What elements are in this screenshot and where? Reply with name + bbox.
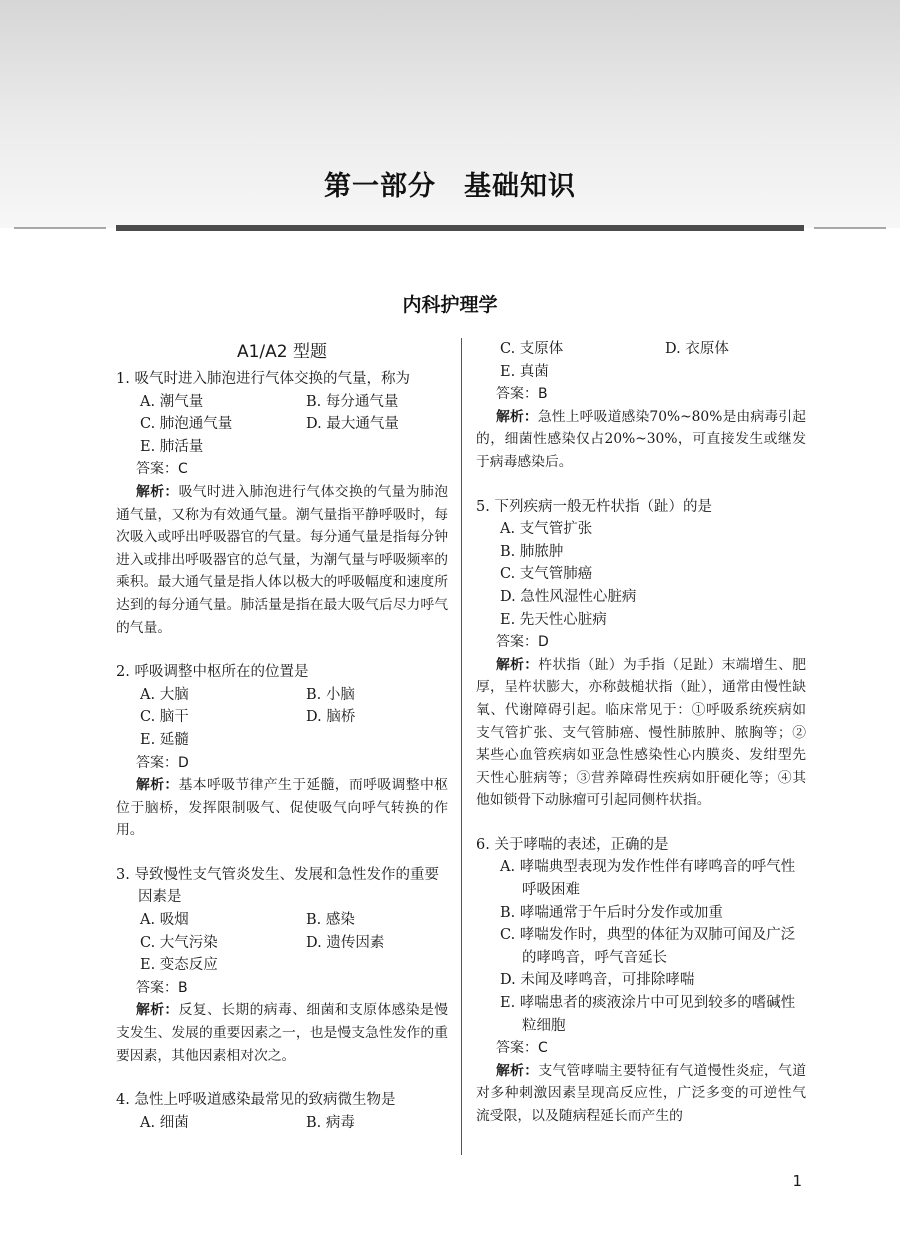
question-stem: 6. 关于哮喘的表述，正确的是 [476, 836, 669, 853]
part-title: 第一部分 基础知识 [324, 171, 576, 202]
explanation [476, 1060, 806, 1128]
option-d: D. 最大通气量 [306, 416, 399, 433]
option-c: C. 肺泡通气量 [140, 416, 233, 433]
explanation [476, 654, 806, 812]
page-number: 1 [792, 1172, 802, 1190]
question-stem: 3. 导致慢性支气管炎发生、发展和急性发作的重要因素是 [116, 866, 439, 906]
option-e: E. 先天性心脏病 [500, 611, 607, 628]
explanation [116, 999, 448, 1067]
option-b: B. 肺脓肿 [500, 543, 564, 560]
answer: 答案：C [136, 461, 188, 478]
option-d: D. 衣原体 [665, 341, 729, 357]
option-d: D. 未闻及哮鸣音，可排除哮喘 [500, 972, 695, 989]
subsection-title: A1/A2 型题 [236, 342, 328, 362]
explanation-label: 解析： [136, 1002, 179, 1019]
option-c: C. 脑干 [140, 709, 189, 726]
header-rule [116, 225, 804, 231]
option-e: E. 延髓 [140, 731, 189, 748]
option-b: B. 病毒 [306, 1114, 355, 1131]
explanation-text: 急性上呼吸道感染70%~80%是由病毒引起的，细菌性感染仅占20%~30%，可直接发生或继发于病毒感染后。 [476, 408, 806, 470]
option-b: B. 哮喘通常于午后时分发作或加重 [500, 904, 723, 921]
option-a: A. 细菌 [140, 1114, 189, 1131]
explanation-label: 解析： [496, 656, 539, 673]
question-stem: 2. 呼吸调整中枢所在的位置是 [116, 664, 309, 681]
answer: 答案：C [496, 1040, 548, 1057]
option-c: C. 支原体 [500, 341, 564, 357]
question-1 [116, 368, 448, 639]
option-e: E. 哮喘患者的痰液涂片中可见到较多的嗜碱性粒细胞 [500, 995, 796, 1034]
option-a: A. 潮气量 [140, 393, 204, 410]
header-rule-right-segment [814, 227, 886, 229]
option-e: E. 真菌 [500, 363, 549, 380]
answer: 答案：B [496, 386, 548, 403]
explanation-text: 吸气时进入肺泡进行气体交换的气量为肺泡通气量，又称为有效通气量。潮气量指平静呼吸时，每次吸入或呼出呼吸器官的气量。每分通气量是指每分钟进入或排出呼吸器官的总气量，为潮气量与呼吸频率的乘积。最大通气量是指人体以极大的呼吸幅度和速度所达到的每分通气量。肺活量是指在最大吸气后尽力呼气的气量。 [116, 483, 449, 636]
explanation-label: 解析： [136, 777, 179, 794]
explanation [116, 774, 448, 842]
question-2 [116, 661, 448, 842]
answer: 答案：D [136, 754, 189, 771]
section-title: 内科护理学 [402, 294, 498, 316]
question-stem: 5. 下列疾病一般无杵状指（趾）的是 [476, 498, 712, 515]
option-e: E. 变态反应 [140, 957, 218, 974]
header-rule-left-segment [14, 227, 106, 229]
question-5 [476, 496, 806, 812]
explanation [116, 481, 448, 639]
option-b: B. 感染 [306, 912, 355, 929]
answer: 答案：D [496, 634, 549, 651]
option-d: D. 脑桥 [306, 709, 356, 726]
option-c: C. 大气污染 [140, 934, 218, 951]
option-e: E. 肺活量 [140, 438, 204, 455]
option-d: D. 遗传因素 [306, 934, 385, 951]
question-4-continued [476, 338, 806, 474]
option-c: C. 支气管肺癌 [500, 566, 593, 583]
explanation-label: 解析： [496, 408, 538, 425]
explanation [476, 406, 806, 474]
question-stem: 1. 吸气时进入肺泡进行气体交换的气量，称为 [116, 371, 410, 387]
explanation-text: 支气管哮喘主要特征有气道慢性炎症，气道对多种刺激因素呈现高反应性，广泛多变的可逆性气流受限，以及随病程延长而产生的 [476, 1062, 807, 1124]
right-column [476, 338, 806, 1150]
explanation-text: 基本呼吸节律产生于延髓，而呼吸调整中枢位于脑桥，发挥限制吸气、促使吸气向呼气转换的作用。 [116, 777, 449, 839]
question-3 [116, 864, 448, 1067]
option-a: A. 哮喘典型表现为发作性伴有哮鸣音的呼气性呼吸困难 [500, 859, 796, 899]
question-6 [476, 834, 806, 1128]
column-divider [461, 338, 462, 1155]
option-a: A. 大脑 [140, 686, 189, 703]
option-b: B. 小脑 [306, 686, 355, 703]
option-b: B. 每分通气量 [306, 393, 399, 410]
question-stem: 4. 急性上呼吸道感染最常见的致病微生物是 [116, 1092, 396, 1109]
answer: 答案：B [136, 979, 188, 996]
explanation-label: 解析： [136, 483, 179, 500]
explanation-text: 杵状指（趾）为手指（足趾）末端增生、肥厚，呈杵状膨大，亦称鼓槌状指（趾），通常由慢性缺氧、代谢障碍引起。临床常见于：①呼吸系统疾病如支气管扩张、支气管肺癌、慢性肺脓肿、脓胸等；②某些心血管疾病如亚急性感染性心内膜炎、发绀型先天性心脏病等；③营养障碍性疾病如肝硬化等；④其他如锁骨下动脉瘤可引起同侧杵状指。 [476, 656, 807, 809]
option-a: A. 支气管扩张 [500, 521, 593, 538]
explanation-text: 反复、长期的病毒、细菌和支原体感染是慢支发生、发展的重要因素之一，也是慢支急性发作的重要因素，其他因素相对次之。 [116, 1002, 449, 1064]
left-column [116, 338, 448, 1156]
option-c: C. 哮喘发作时，典型的体征为双肺可闻及广泛的哮鸣音，呼气音延长 [500, 927, 796, 966]
question-4 [116, 1089, 448, 1134]
option-a: A. 吸烟 [140, 912, 189, 929]
explanation-label: 解析： [496, 1062, 539, 1079]
option-d: D. 急性风湿性心脏病 [500, 588, 637, 605]
